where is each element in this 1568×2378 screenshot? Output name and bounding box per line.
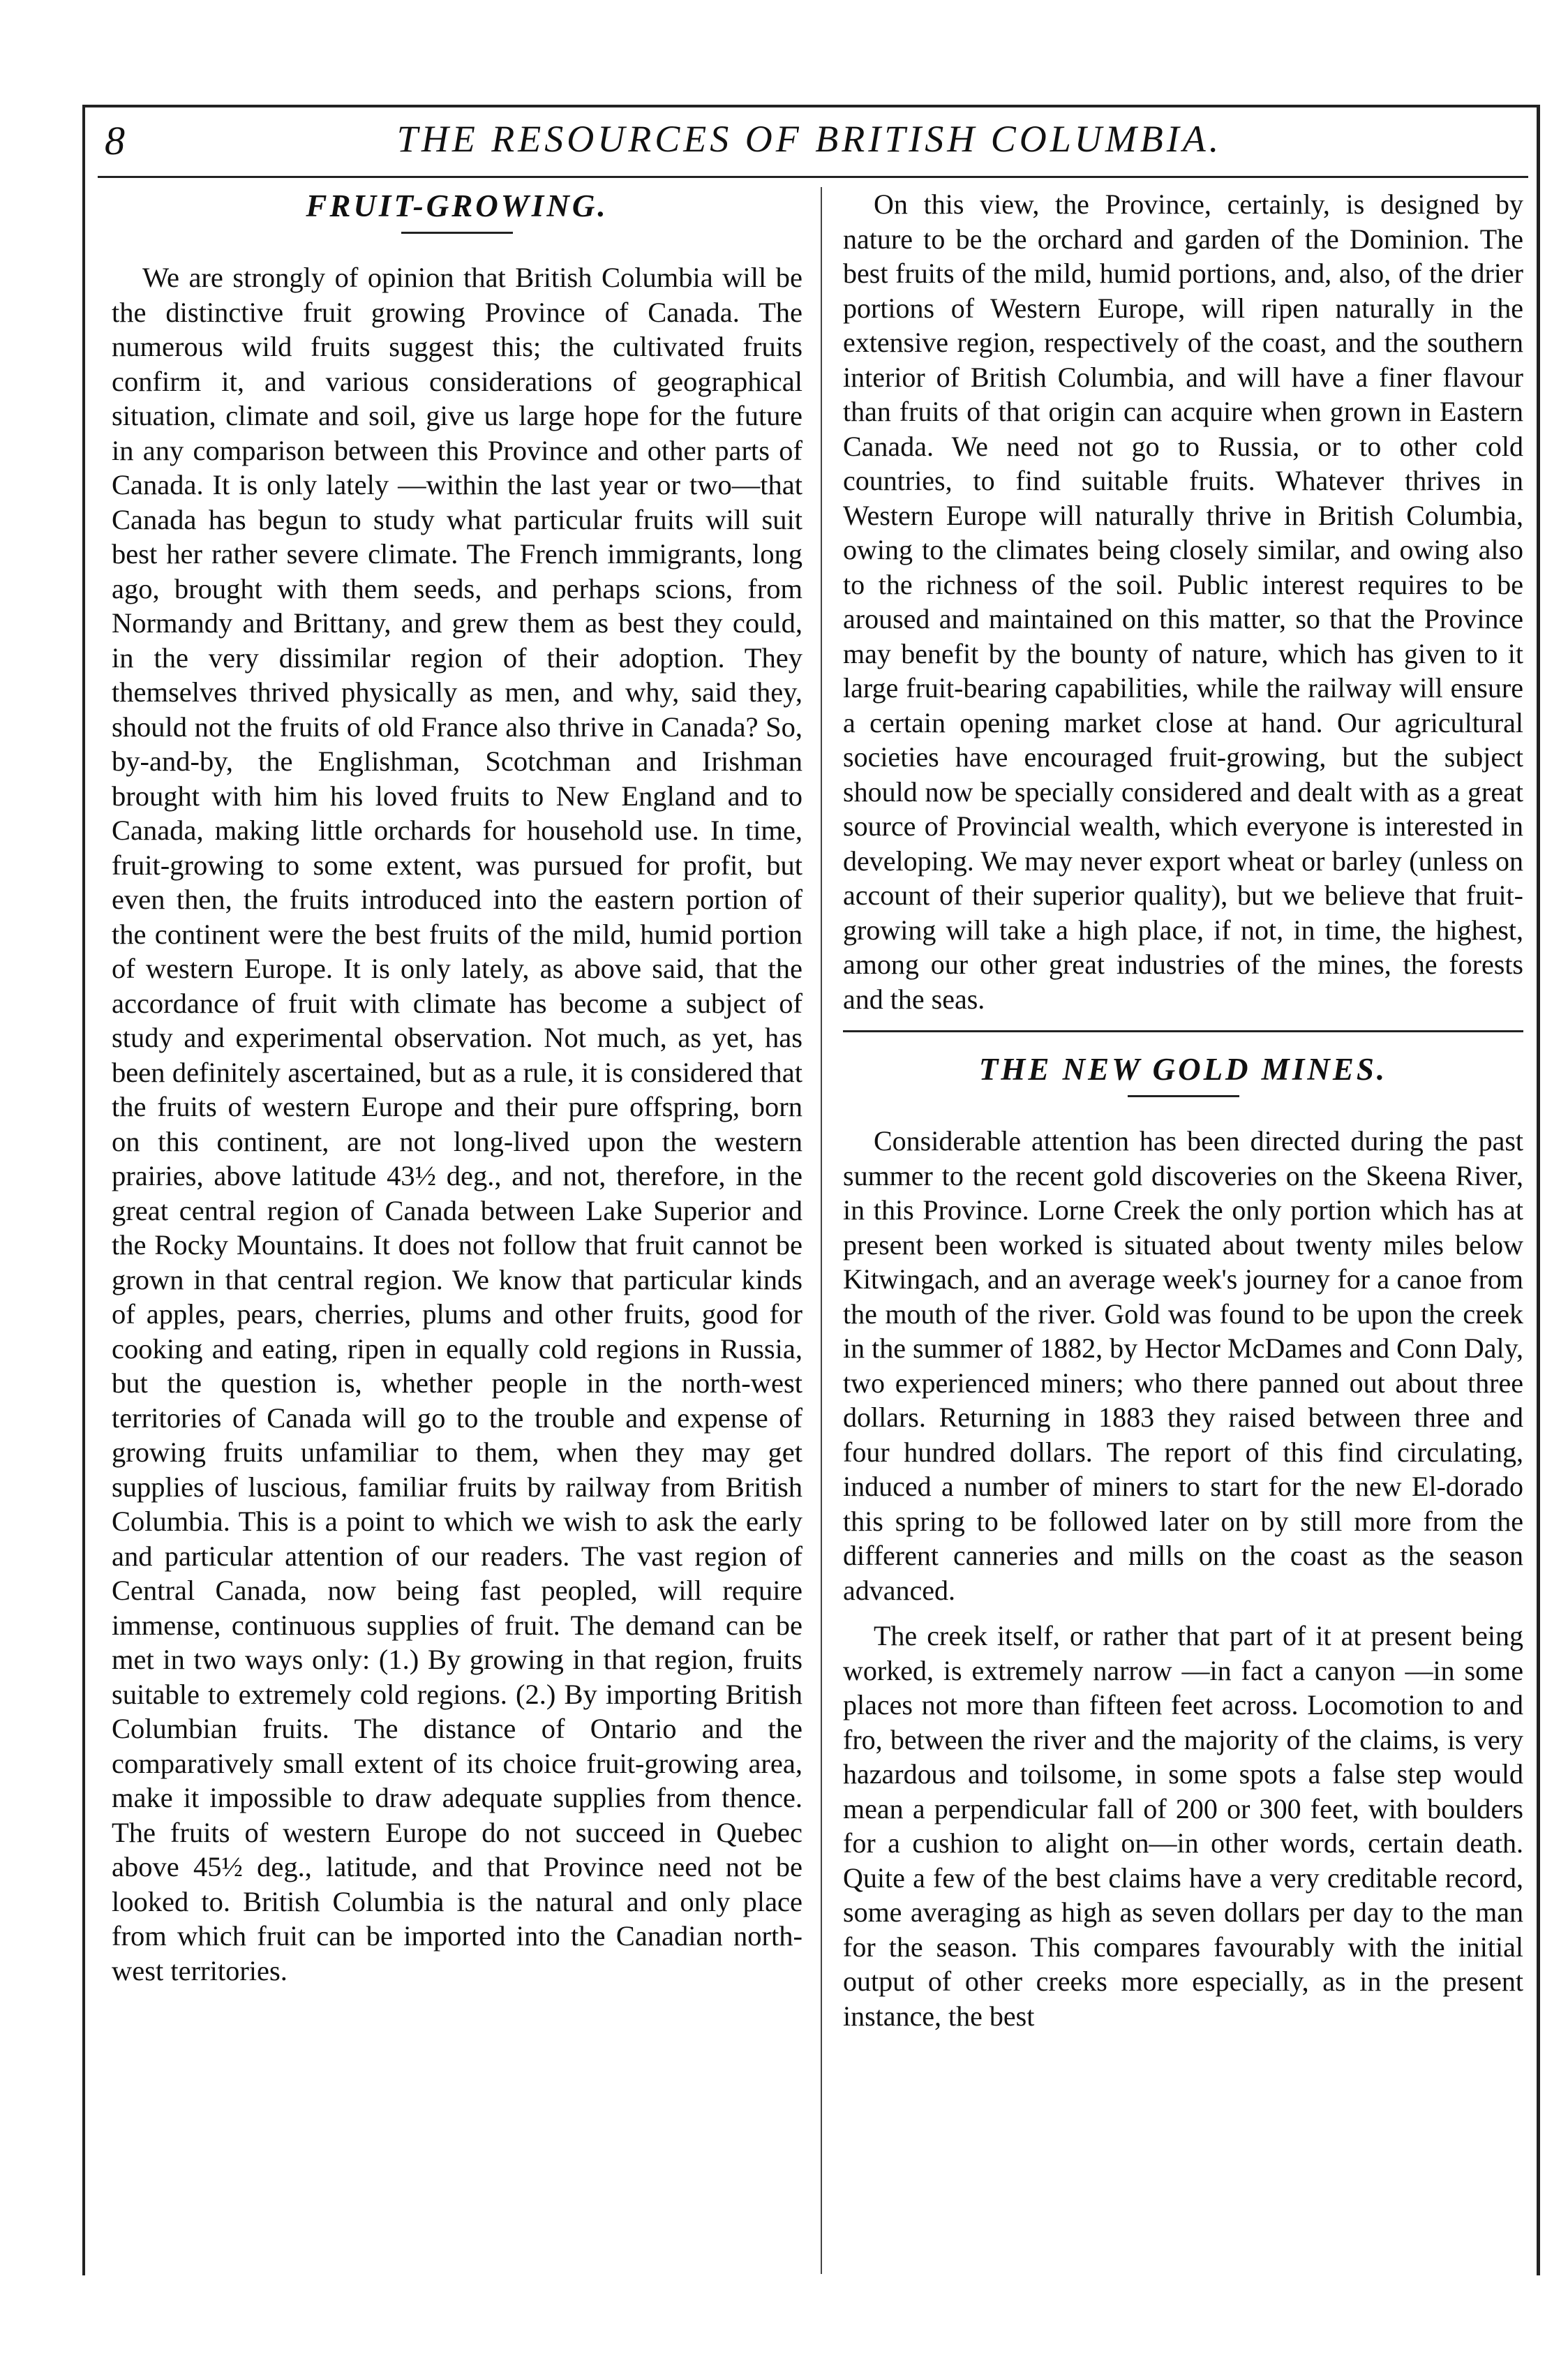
running-title: THE RESOURCES OF BRITISH COLUMBIA. (396, 118, 1223, 160)
gold-mines-paragraph-2: The creek itself, or rather that part of it at present being worked, is extremely narrow —in fact a canyon —in some places not more than fifteen feet across. Locomotion to and fro, between the river and the majority of the claims, is very hazardous and toilsome, in some spots a false step would mean a perpendicular fall of 200 or 300 feet, with boulders for a cushion to alight on—in other words, certain death. Quite a few of the best claims have a very creditable record, some averaging as high as seven dollars per day to the man for the season. This compares favourably with the initial output of other creeks more especially, as in the present instance, the best (843, 1620, 1523, 2032)
right-column (843, 187, 1523, 2042)
header-rule (98, 176, 1528, 178)
fruit-growing-continuation: On this view, the Province, certainly, is designed by nature to be the orchard and garden of the Dominion. The best fruits of the mild, humid portions, and, also, of the drier portions of Western Europe, will ripen naturally in the extensive region, respectively of the coast, and the southern interior of British Columbia, and will have a finer flavour than fruits of that origin can acquire when grown in Eastern Canada. We need not go to Russia, or to other cold countries, to find suitable fruits. Whatever thrives in Western Europe will naturally thrive in British Columbia, owing to the climates being closely similar, and owing also to the richness of the soil. Public interest requires to be aroused and maintained on this matter, so that the Province may benefit by the bounty of nature, which has given to it large fruit-bearing capabilities, while the railway will ensure a certain opening market close at hand. Our agricultural societies have encouraged fruit-growing, but the subject should now be specially considered and dealt with as a great source of Provincial wealth, which everyone is interested in developing. We may never export wheat or barley (unless on account of their superior quality), but we believe that fruit-growing will take a high place, if not, in time, the highest, among our other great industries of the mines, the forests and the seas. (843, 188, 1523, 1015)
fruit-growing-paragraph: We are strongly of opinion that British Columbia will be the distinctive fruit growing Province of Canada. The numerous wild fruits suggest this; the cultivated fruits confirm it, and various considerations of geographical situation, climate and soil, give us large hope for the future in any comparison between this Province and other parts of Canada. It is only lately —within the last year or two—that Canada has begun to study what particular fruits will suit best her rather severe climate. The French immigrants, long ago, brought with them seeds, and perhaps scions, from Normandy and Brittany, and grew them as best they could, in the very dissimilar region of their adoption. They themselves thrived physically as men, and why, said they, should not the fruits of old France also thrive in Canada? So, by-and-by, the Englishman, Scotchman and Irishman brought with him his loved fruits to New England and to Canada, making little orchards for household use. In time, fruit-growing to some extent, was pursued for profit, but even then, the fruits introduced into the eastern portion of the continent were the best fruits of the mild, humid portion of western Europe. It is only lately, as above said, that the accordance of fruit with climate has become a subject of study and experimental observation. Not much, as yet, has been definitely ascertained, but as a rule, it is considered that the fruits of western Europe and their pure offspring, born on this continent, are not long-lived upon the western prairies, above latitude 43½ deg., and not, therefore, in the great central region of Canada between Lake Superior and the Rocky Mountains. It does not follow that fruit cannot be grown in that central region. We know that particular kinds of apples, pears, cherries, plums and other fruits, good for cooking and eating, ripen in equally cold regions in Russia, but the question is, whether people in the north-west territories of Canada will go to the trouble and expense of growing fruits unfamiliar to them, when they may get supplies of luscious, familiar fruits by railway from British Columbia. This is a point to which we wish to ask the early and particular attention of our readers. The vast region of Central Canada, now being fast peopled, will require immense, continuous supplies of fruit. The demand can be met in two ways only: (1.) By growing in that region, fruits suitable to extremely cold regions. (2.) By importing British Columbian fruits. The distance of Ontario and the comparatively small extent of its choice fruit-growing area, make it impossible to draw adequate supplies from thence. The fruits of western Europe do not succeed in Quebec above 45½ deg., latitude, and that Province need not be looked to. British Columbia is the natural and only place from which fruit can be imported into the Canadian north-west territories. (112, 262, 802, 1986)
section-heading-gold-mines: THE NEW GOLD MINES. (978, 1052, 1388, 1087)
page-header (98, 117, 1521, 173)
heading-rule-gold (1128, 1095, 1239, 1097)
section-rule (843, 1030, 1523, 1032)
gold-mines-paragraph-1: Considerable attention has been directed during the past summer to the recent gold discoveries on the Skeena River, in this Province. Lorne Creek the only portion which has at present been worked is situated about twenty miles below Kitwingach, and an average week's journey for a canoe from the mouth of the river. Gold was found to be upon the creek in the summer of 1882, by Hector McDames and Conn Daly, two experienced miners; who there panned out about three dollars. Returning in 1883 they raised between three and four hundred dollars. The report of this find circulating, induced a number of miners to start for the new El-dorado this spring to be followed later on by still more from the different canneries and mills on the coast as the season advanced. (843, 1125, 1523, 1606)
column-divider (821, 187, 822, 2274)
section-heading-fruit-growing: FRUIT-GROWING. (306, 188, 608, 223)
heading-rule (401, 232, 513, 234)
left-column (112, 187, 802, 1996)
page-number: 8 (105, 118, 125, 163)
